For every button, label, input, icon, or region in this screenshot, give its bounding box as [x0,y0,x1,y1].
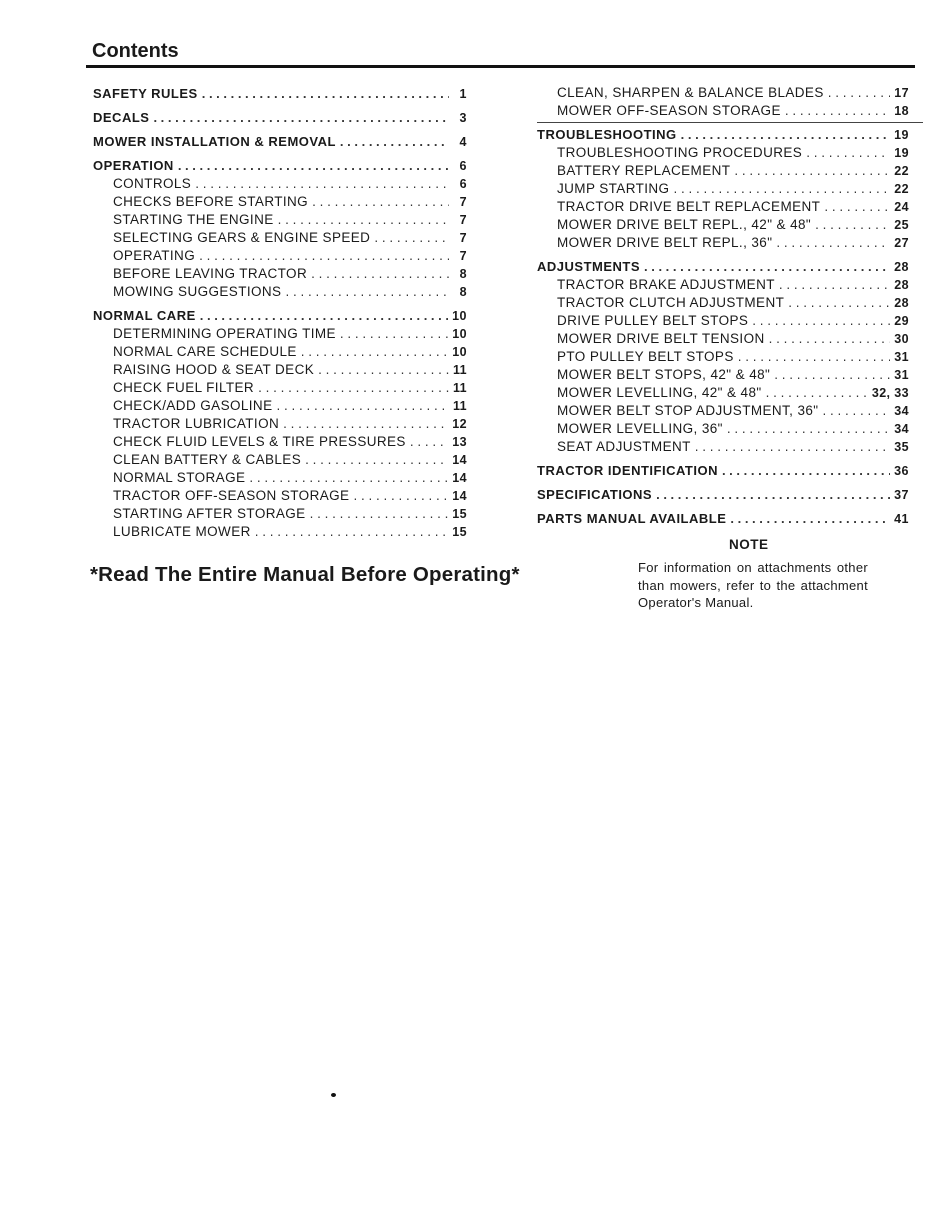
toc-entry [537,462,909,480]
toc-entry [93,397,467,415]
toc-entry-label: BEFORE LEAVING TRACTOR [113,266,308,281]
toc-leader-dots [285,283,449,300]
toc-entry-page: 36 [894,464,909,478]
toc-entry-page: 31 [894,368,909,382]
toc-entry-label: PARTS MANUAL AVAILABLE [537,511,727,526]
toc-entry-page: 6 [459,159,467,173]
toc-entry-label: TRACTOR DRIVE BELT REPLACEMENT [557,199,821,214]
toc-entry [93,469,467,487]
toc-entry-label: CLEAN BATTERY & CABLES [113,452,302,467]
toc-entry [93,487,467,505]
toc-leader-dots [727,420,890,437]
toc-leader-dots [249,469,448,486]
toc-entry-label: NORMAL CARE [93,308,196,323]
toc-entry [93,157,467,175]
toc-entry-label: MOWER DRIVE BELT TENSION [557,331,765,346]
toc-leader-dots [199,247,449,264]
toc-entry-page: 10 [452,309,467,323]
toc-leader-dots [195,175,449,192]
toc-entry [93,505,467,523]
page-title: Contents [92,40,179,62]
toc-entry-page: 34 [894,404,909,418]
toc-entry-label: MOWER OFF-SEASON STORAGE [557,103,781,118]
toc-leader-dots [752,312,890,329]
toc-entry-label: OPERATION [93,158,174,173]
toc-entry [93,343,467,361]
toc-entry [537,348,909,366]
toc-leader-dots [730,510,890,527]
toc-entry-page: 41 [894,512,909,526]
toc-entry [93,247,467,265]
toc-entry-page: 34 [894,422,909,436]
toc-leader-dots [785,102,890,119]
toc-entry-page: 7 [459,195,467,209]
toc-entry-label: SELECTING GEARS & ENGINE SPEED [113,230,371,245]
toc-leader-dots [311,265,449,282]
toc-entry-page: 37 [894,488,909,502]
toc-entry-page: 7 [459,231,467,245]
toc-entry-label: CLEAN, SHARPEN & BALANCE BLADES [557,85,824,100]
toc-entry-label: TROUBLESHOOTING PROCEDURES [557,145,803,160]
toc-entry [537,366,909,384]
toc-leader-dots [258,379,449,396]
toc-entry-label: TRACTOR BRAKE ADJUSTMENT [557,277,775,292]
toc-entry-label: SPECIFICATIONS [537,487,653,502]
toc-entry [93,193,467,211]
toc-entry-label: OPERATING [113,248,196,263]
toc-entry-page: 29 [894,314,909,328]
toc-entry-page: 14 [452,453,467,467]
toc-left-column [93,85,467,541]
read-manual-reminder: *Read The Entire Manual Before Operating* [90,563,520,586]
toc-entry [537,144,909,162]
toc-entry [93,379,467,397]
toc-entry-page: 8 [459,267,467,281]
toc-entry-page: 22 [894,164,909,178]
toc-leader-dots [806,144,890,161]
toc-leader-dots [769,330,891,347]
toc-leader-dots [656,486,890,503]
toc-entry [93,415,467,433]
toc-entry-label: DRIVE PULLEY BELT STOPS [557,313,749,328]
toc-entry-label: DETERMINING OPERATING TIME [113,326,336,341]
toc-leader-dots [312,193,449,210]
toc-entry-page: 32, 33 [871,386,909,400]
toc-entry-page: 19 [894,128,909,142]
toc-entry [537,198,909,216]
toc-entry-page: 11 [452,381,467,395]
toc-entry-page: 30 [894,332,909,346]
toc-entry-page: 24 [894,200,909,214]
toc-entry-label: MOWER LEVELLING, 36" [557,421,723,436]
toc-entry [537,510,909,528]
toc-entry-label: SEAT ADJUSTMENT [557,439,691,454]
toc-entry [537,438,909,456]
toc-leader-dots [276,397,449,414]
toc-entry-page: 4 [459,135,467,149]
toc-entry [537,294,909,312]
toc-entry [537,312,909,330]
toc-entry-page: 10 [452,345,467,359]
toc-leader-dots [738,348,891,365]
toc-entry-label: SAFETY RULES [93,86,198,101]
note-text: For information on attachments other than mowers, refer to the attachment Operator's Manual. [638,560,868,610]
toc-entry-label: MOWER INSTALLATION & REMOVAL [93,134,336,149]
toc-entry [93,451,467,469]
toc-entry [93,109,467,127]
toc-entry [537,384,909,402]
toc-entry-label: PTO PULLEY BELT STOPS [557,349,734,364]
print-speck [331,1093,336,1097]
toc-entry-label: STARTING THE ENGINE [113,212,274,227]
toc-entry-label: DECALS [93,110,150,125]
toc-leader-dots [673,180,890,197]
toc-leader-dots [774,366,890,383]
toc-entry [537,420,909,438]
toc-entry [93,133,467,151]
toc-entry-page: 7 [459,213,467,227]
toc-entry-label: MOWER DRIVE BELT REPL., 36" [557,235,773,250]
toc-leader-dots [318,361,449,378]
toc-leader-dots [278,211,449,228]
toc-entry-page: 7 [459,249,467,263]
toc-entry-page: 14 [452,471,467,485]
toc-entry-page: 25 [894,218,909,232]
toc-entry-label: CHECK FLUID LEVELS & TIRE PRESSURES [113,434,406,449]
toc-entry-label: CONTROLS [113,176,192,191]
toc-entry [537,330,909,348]
toc-entry-page: 31 [894,350,909,364]
toc-entry [93,361,467,379]
toc-entry-page: 28 [894,260,909,274]
toc-leader-dots [283,415,448,432]
toc-right-column [537,84,909,528]
toc-leader-dots [776,234,890,251]
toc-leader-dots [695,438,891,455]
toc-entry [537,276,909,294]
toc-leader-dots [178,157,449,174]
toc-entry [93,265,467,283]
toc-entry-page: 14 [452,489,467,503]
toc-entry-page: 35 [894,440,909,454]
toc-entry-label: BATTERY REPLACEMENT [557,163,731,178]
toc-entry [93,307,467,325]
toc-entry-label: TRACTOR OFF-SEASON STORAGE [113,488,350,503]
toc-leader-dots [681,126,890,143]
toc-entry [93,523,467,541]
toc-entry-label: LUBRICATE MOWER [113,524,251,539]
toc-leader-dots [340,133,449,150]
toc-leader-dots [353,487,448,504]
toc-entry-label: NORMAL STORAGE [113,470,246,485]
toc-leader-dots [779,276,890,293]
toc-entry-page: 22 [894,182,909,196]
toc-entry-label: STARTING AFTER STORAGE [113,506,306,521]
toc-leader-dots [340,325,448,342]
toc-leader-dots [410,433,448,450]
title-rule [86,65,915,68]
toc-entry [537,162,909,180]
toc-entry-page: 11 [452,399,467,413]
toc-leader-dots [734,162,890,179]
toc-entry-label: MOWER LEVELLING, 42" & 48" [557,385,762,400]
toc-entry-page: 3 [459,111,467,125]
toc-entry-label: MOWER BELT STOPS, 42" & 48" [557,367,771,382]
toc-leader-dots [788,294,890,311]
toc-leader-dots [301,343,448,360]
toc-entry [537,180,909,198]
toc-entry [93,175,467,193]
toc-leader-dots [823,402,891,419]
toc-leader-dots [305,451,448,468]
toc-leader-dots [153,109,449,126]
toc-entry-page: 13 [452,435,467,449]
toc-entry-page: 28 [894,278,909,292]
toc-entry-page: 12 [452,417,467,431]
toc-entry [537,258,909,276]
toc-entry [93,325,467,343]
toc-entry-page: 6 [459,177,467,191]
toc-entry-label: JUMP STARTING [557,181,670,196]
toc-entry-page: 18 [894,104,909,118]
toc-leader-dots [828,84,891,101]
toc-leader-dots [200,307,448,324]
toc-leader-dots [824,198,890,215]
toc-entry-label: ADJUSTMENTS [537,259,641,274]
toc-entry-label: CHECK FUEL FILTER [113,380,255,395]
toc-leader-dots [815,216,890,233]
toc-entry-label: MOWER DRIVE BELT REPL., 42" & 48" [557,217,812,232]
toc-entry-page: 10 [452,327,467,341]
toc-entry-page: 8 [459,285,467,299]
toc-entry-label: CHECKS BEFORE STARTING [113,194,309,209]
toc-entry [537,84,909,102]
toc-entry [537,486,909,504]
toc-entry-page: 27 [894,236,909,250]
note-heading: NOTE [729,537,769,552]
toc-entry [537,216,909,234]
toc-entry [93,433,467,451]
toc-entry-label: TRACTOR IDENTIFICATION [537,463,718,478]
toc-leader-dots [255,523,449,540]
toc-entry [537,402,909,420]
toc-entry-label: MOWING SUGGESTIONS [113,284,282,299]
toc-entry [537,234,909,252]
toc-entry-page: 17 [894,86,909,100]
toc-entry-label: TRACTOR CLUTCH ADJUSTMENT [557,295,785,310]
toc-entry-page: 15 [452,525,467,539]
toc-entry-label: CHECK/ADD GASOLINE [113,398,273,413]
toc-entry [93,211,467,229]
toc-entry-page: 15 [452,507,467,521]
toc-entry-page: 19 [894,146,909,160]
toc-leader-dots [644,258,890,275]
toc-entry [93,85,467,103]
toc-entry [93,283,467,301]
toc-leader-dots [766,384,868,401]
toc-entry [537,126,909,144]
toc-entry-label: TRACTOR LUBRICATION [113,416,280,431]
toc-leader-dots [202,85,449,102]
toc-leader-dots [722,462,890,479]
toc-entry [537,102,909,120]
toc-entry-page: 1 [459,87,467,101]
toc-leader-dots [374,229,449,246]
toc-entry [93,229,467,247]
toc-entry-page: 28 [894,296,909,310]
toc-entry-label: TROUBLESHOOTING [537,127,677,142]
toc-leader-dots [310,505,449,522]
toc-entry-label: NORMAL CARE SCHEDULE [113,344,297,359]
toc-entry-label: MOWER BELT STOP ADJUSTMENT, 36" [557,403,819,418]
toc-entry-label: RAISING HOOD & SEAT DECK [113,362,315,377]
toc-entry-page: 11 [452,363,467,377]
